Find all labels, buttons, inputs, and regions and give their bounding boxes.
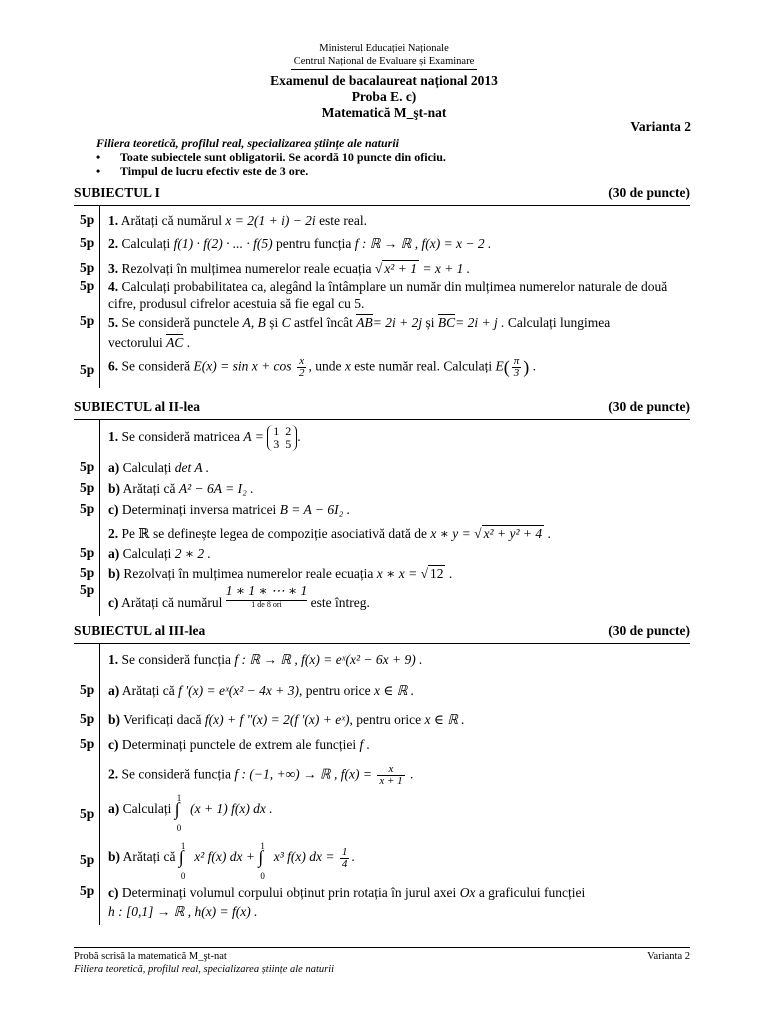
exam-title: Examenul de bacalaureat național 2013 [270, 73, 498, 88]
bullet-item-1 [96, 150, 446, 165]
s3-item-1b: b) Verificați dacă f(x) + f "(x) = 2(f '(x) + eˣ), pentru orice x ∈ ℝ . [108, 712, 465, 727]
points-mark: 5p [80, 459, 95, 474]
s2-item-1c: c) Determinați inversa matricei B = A − 6I₂ . [108, 502, 351, 517]
matrix-A: 1 2 3 5 [267, 425, 297, 451]
section-2-rule [74, 419, 690, 420]
center-line: Centrul Național de Evaluare și Examinare [293, 56, 475, 67]
points-mark: 5p [80, 565, 95, 580]
ministry-line: Ministerul Educației Naționale [319, 43, 449, 54]
section-1-header [74, 185, 690, 201]
bullet-item-2 [96, 164, 308, 179]
s2-question-2: 2. Pe ℝ se definește legea de compoziție asociativă dată de x ∗ y = √ x² + y² + 4 . [108, 526, 551, 541]
points-mark: 5p [80, 682, 95, 697]
bullet-icon: • [96, 164, 101, 178]
points-mark: 5p [80, 711, 95, 726]
section-3-column-rule [99, 643, 100, 925]
points-mark: 5p [80, 362, 95, 377]
proba-title: Proba E. c) [351, 89, 417, 104]
footer-left-1: Probă scrisă la matematică M_şt-nat [74, 951, 227, 962]
s3-item-2b: b) Arătați că 1 ∫ 0 x² f(x) dx + 1 ∫ 0 x³ f(x) dx = $\frac{1}{4}$ . [108, 841, 355, 881]
points-mark: 5p [80, 806, 95, 821]
s2-item-1a: a) Calculați det A . [108, 460, 210, 475]
s1-item-4: 4. Calculați probabilitatea ca, alegând la întâmplare un număr din mulțimea numerelor naturale de două cifre, produsul cifrelor acestuia să fie egal cu 5. [108, 279, 668, 311]
points-mark: 5p [80, 278, 95, 293]
section-2-column-rule [99, 419, 100, 616]
section-title: SUBIECTUL al II-lea [74, 399, 201, 414]
points-mark: 5p [80, 260, 95, 275]
subject-title: Matematică M_şt-nat [321, 105, 447, 120]
points-mark: 5p [80, 480, 95, 495]
section-points: (30 de puncte) [608, 623, 690, 638]
points-mark: 5p [80, 852, 95, 867]
s2-item-2c: c) Arătați că numărul 1 ∗ 1 ∗ ⋯ ∗ 1 1 de 8 ori este întreg. [108, 583, 370, 610]
bullet-text: Toate subiectele sunt obligatorii. Se acordă 10 puncte din oficiu. [120, 150, 446, 164]
points-mark: 5p [80, 313, 95, 328]
footer-right: Varianta 2 [647, 951, 690, 962]
s3-question-1: 1. Se consideră funcția f : ℝ → ℝ , f(x) = eˣ(x² − 6x + 9) . [108, 652, 423, 667]
section-1-column-rule [99, 205, 100, 388]
s1-item-5: 5. Se consideră punctele A, B și C astfel încât AB= 2i + 2j și BC= 2i + j . Calculați lungimea vectorului AC . [108, 315, 611, 350]
varianta-label: Varianta 2 [630, 119, 691, 134]
integral-sign: 1 ∫ 0 [178, 841, 186, 881]
integral-sign: 1 ∫ 0 [174, 793, 182, 833]
footer-left-2: Filiera teoretică, profilul real, specializarea științe ale naturii [74, 964, 335, 975]
points-mark: 5p [80, 883, 95, 898]
s2-item-2b: b) Rezolvați în mulțimea numerelor reale ecuația x ∗ x = √ 12 . [108, 566, 453, 581]
s3-item-2a: a) Calculați 1 ∫ 0 (x + 1) f(x) dx . [108, 793, 273, 833]
header-divider [291, 69, 477, 70]
s2-item-2a: a) Calculați 2 ∗ 2 . [108, 546, 211, 561]
s1-item-2: 2. Calculați f(1) · f(2) · ... · f(5) pentru funcția f : ℝ → ℝ , f(x) = x − 2 . [108, 236, 492, 251]
section-2-header [74, 399, 690, 415]
points-mark: 5p [80, 212, 95, 227]
s1-item-1: 1. Arătați că numărul x = 2(1 + i) − 2i este real. [108, 213, 368, 228]
points-mark: 5p [80, 501, 95, 516]
s2-question-1: 1. Se consideră matricea A = 1 2 3 5 . [108, 424, 301, 451]
section-title: SUBIECTUL I [74, 185, 160, 200]
points-mark: 5p [80, 582, 95, 597]
s3-question-2: 2. Se consideră funcția f : (−1, +∞) → ℝ , f(x) = $\frac{x}{x + 1}$ . [108, 763, 414, 787]
points-mark: 5p [80, 736, 95, 751]
s1-item-3: 3. Rezolvați în mulțimea numerelor reale ecuația √ x² + 1 = x + 1 . [108, 261, 471, 276]
integral-sign: 1 ∫ 0 [258, 841, 265, 881]
s3-item-1a: a) Arătați că f '(x) = eˣ(x² − 4x + 3), pentru orice x ∈ ℝ . [108, 683, 415, 698]
s3-item-1c: c) Determinați punctele de extrem ale funcției f . [108, 737, 371, 752]
section-points: (30 de puncte) [608, 185, 690, 200]
s1-item-6: 6. Se consideră E(x) = sin x + cos $\frac{x}{2}$ , unde x este număr real. Calculați E( $\frac{\pi}{3}$ ) . [108, 355, 537, 379]
filiera-text: Filiera teoretică, profilul real, specializarea științe ale naturii [96, 136, 399, 150]
section-title: SUBIECTUL al III-lea [74, 623, 206, 638]
bullet-icon: • [96, 150, 101, 164]
footer-rule [74, 947, 690, 948]
section-3-header [74, 623, 690, 639]
points-mark: 5p [80, 545, 95, 560]
s3-item-2c: c) Determinați volumul corpului obținut prin rotația în jurul axei Ox a graficului funcției h : [0,1] → ℝ , h(x) = f(x) . [108, 885, 586, 919]
section-points: (30 de puncte) [608, 399, 690, 414]
section-1-rule [74, 205, 690, 206]
section-3-rule [74, 643, 690, 644]
s2-item-1b: b) Arătați că A² − 6A = I₂ . [108, 481, 254, 496]
points-mark: 5p [80, 235, 95, 250]
bullet-text: Timpul de lucru efectiv este de 3 ore. [120, 164, 309, 178]
